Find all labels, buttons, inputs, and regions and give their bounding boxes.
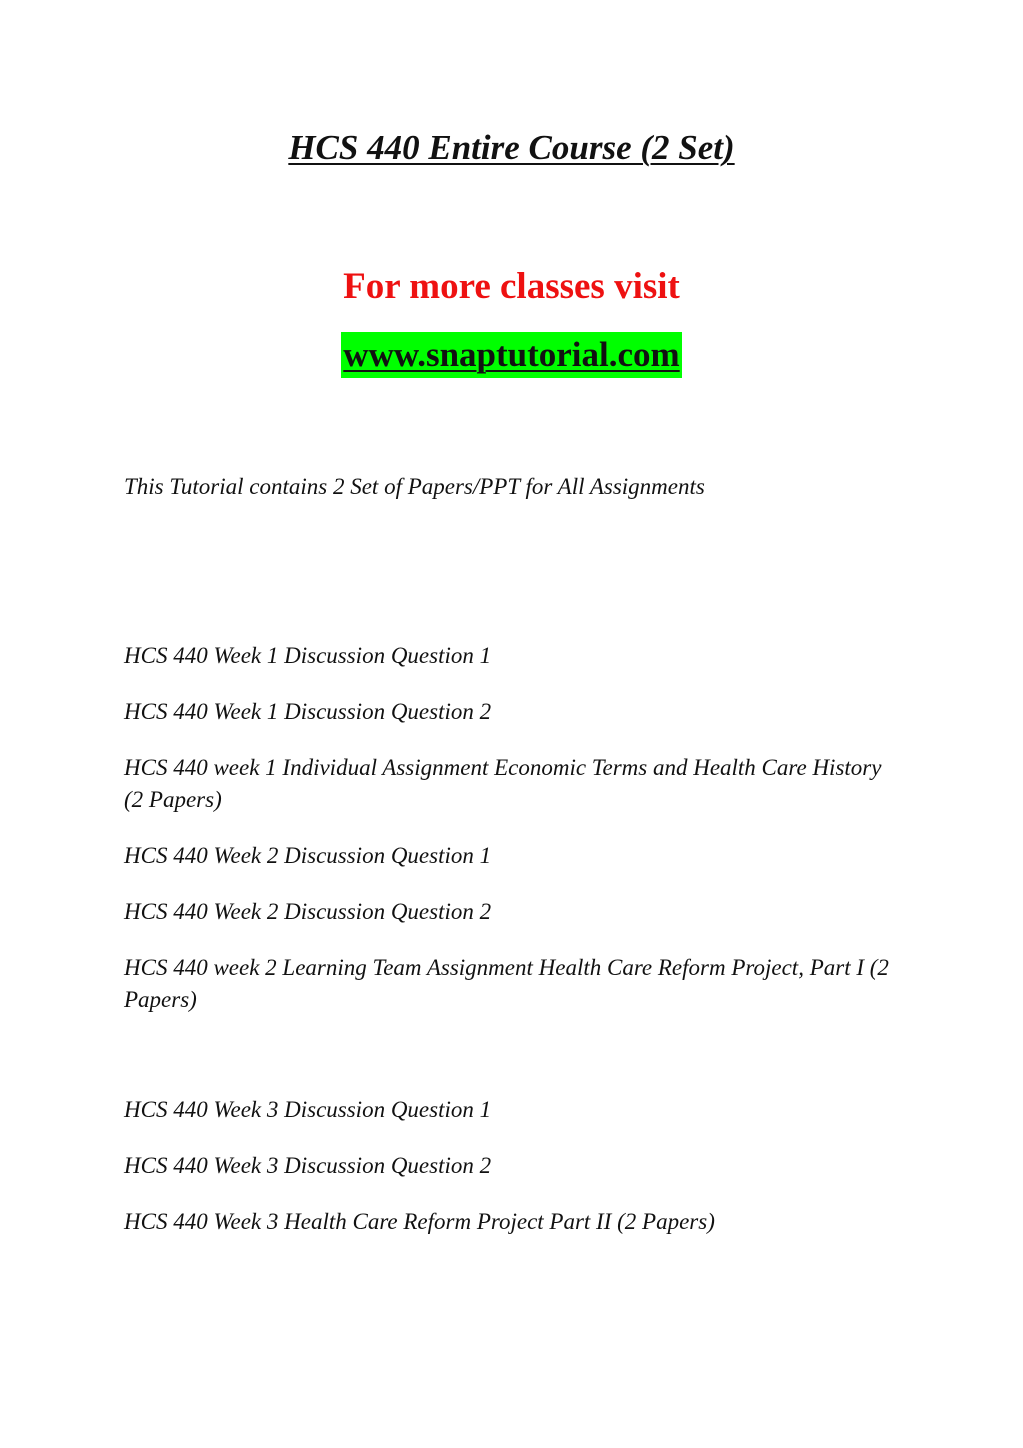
list-item: HCS 440 Week 2 Discussion Question 1	[124, 843, 492, 868]
page-title	[0, 126, 1023, 170]
list-item: HCS 440 Week 1 Discussion Question 1	[124, 643, 492, 668]
list-item: HCS 440 week 1 Individual Assignment Economic Terms and Health Care History (2 Papers)	[124, 755, 882, 812]
list-item: HCS 440 Week 2 Discussion Question 2	[124, 899, 492, 924]
list-item: HCS 440 Week 3 Discussion Question 2	[124, 1153, 492, 1178]
list-item: HCS 440 Week 3 Discussion Question 1	[124, 1097, 492, 1122]
website-link[interactable]: www.snaptutorial.com	[341, 332, 681, 378]
link-container	[0, 332, 1023, 378]
assignment-list	[124, 640, 904, 1262]
list-item: HCS 440 Week 1 Discussion Question 2	[124, 699, 492, 724]
intro-text: This Tutorial contains 2 Set of Papers/PPT for All Assignments	[124, 474, 705, 499]
page-title-text: HCS 440 Entire Course (2 Set)	[288, 128, 735, 167]
list-item: HCS 440 Week 3 Health Care Reform Project Part II (2 Papers)	[124, 1209, 715, 1234]
visit-heading: For more classes visit	[343, 266, 680, 307]
list-item: HCS 440 week 2 Learning Team Assignment Health Care Reform Project, Part I (2 Papers)	[124, 955, 889, 1012]
